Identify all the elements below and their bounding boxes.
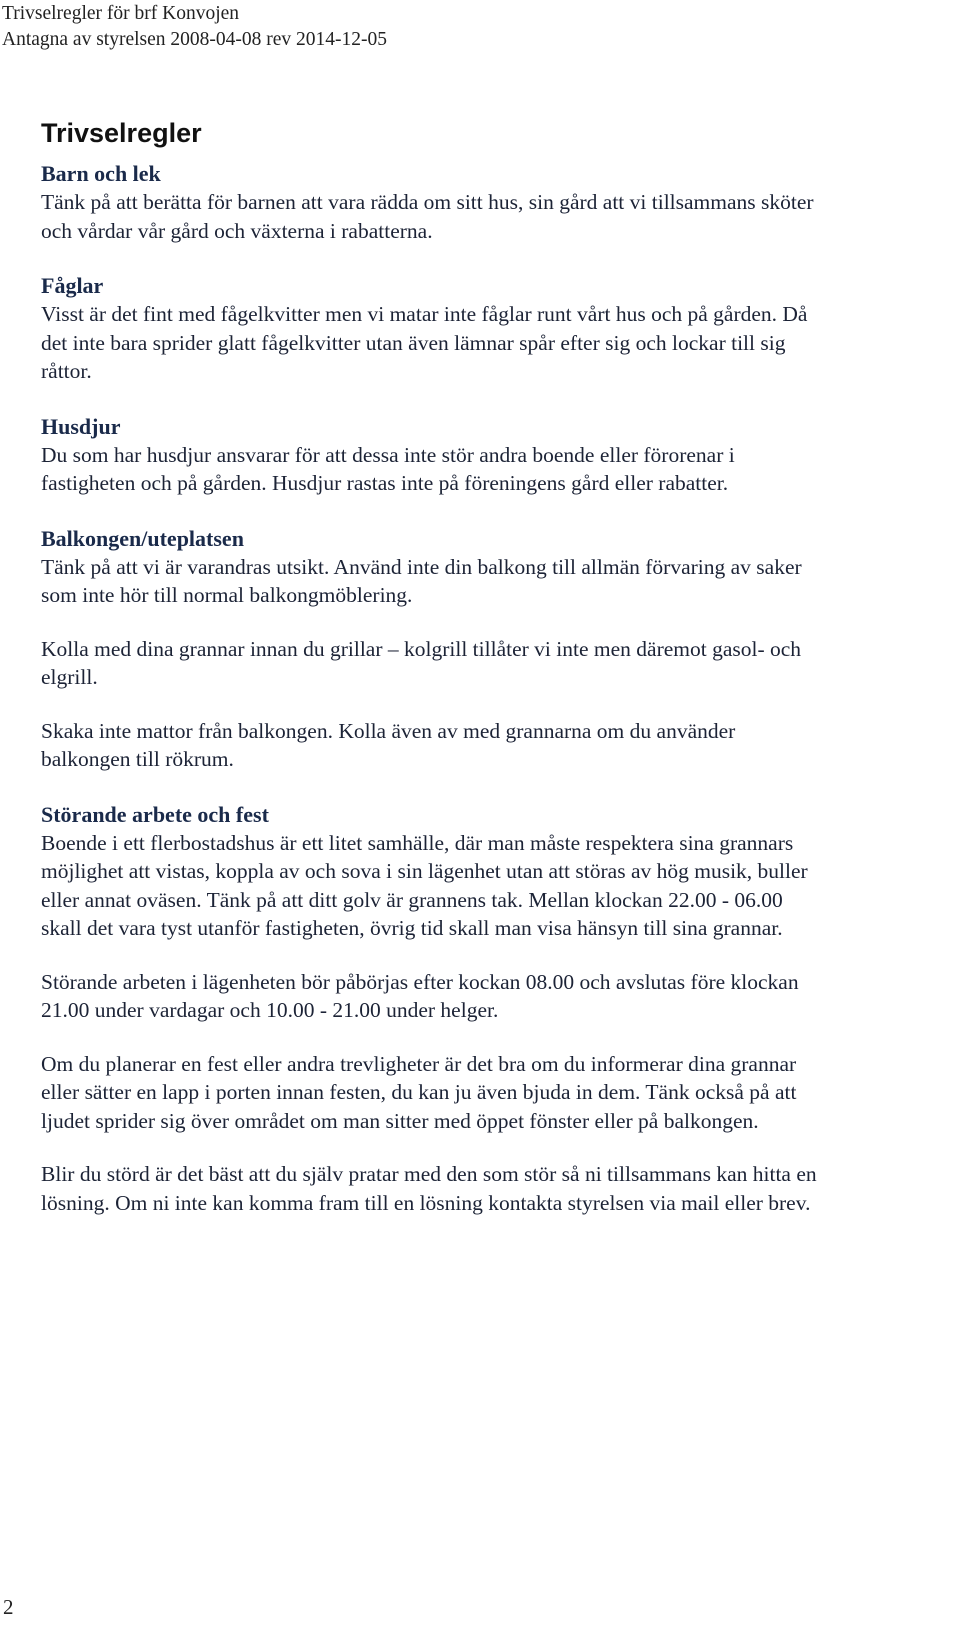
text-line: Visst är det fint med fågelkvitter men vi matar inte fåglar runt vårt hus och på gården. Då <box>41 302 808 326</box>
paragraph <box>41 829 941 943</box>
text-line: Störande arbeten i lägenheten bör påbörjas efter kockan 08.00 och avslutas före klockan <box>41 969 799 994</box>
text-line: Blir du störd är det bäst att du själv pratar med den som stör så ni tillsammans kan hitta en <box>41 1162 817 1186</box>
paragraph <box>41 717 941 774</box>
text-line: Skaka inte mattor från balkongen. Kolla även av med grannarna om du använder <box>41 718 736 743</box>
text-line: och vårdar vår gård och växterna i rabatterna. <box>41 218 433 243</box>
text-line: Kolla med dina grannar innan du grillar – kolgrill tillåter vi inte men däremot gasol- och <box>41 636 802 661</box>
paragraph <box>41 441 941 498</box>
page-number: 2 <box>3 1595 14 1619</box>
document-title: Trivselregler <box>41 118 202 148</box>
paragraph <box>41 553 941 610</box>
text-line: eller annat oväsen. Tänk på att ditt golv är grannens tak. Mellan klockan 22.00 - 06.00 <box>41 887 783 912</box>
section-heading: Balkongen/uteplatsen <box>41 525 244 551</box>
text-line: skall det vara tyst utanför fastigheten, övrig tid skall man visa hänsyn till sina grannar. <box>41 916 783 940</box>
page-header <box>2 1 387 53</box>
paragraph <box>41 188 941 245</box>
text-line: Boende i ett flerbostadshus är ett litet samhälle, där man måste respektera sina grannars <box>41 830 794 855</box>
section-heading: Störande arbete och fest <box>41 801 269 827</box>
text-line: 21.00 under vardagar och 10.00 - 21.00 under helger. <box>41 998 499 1022</box>
text-line: elgrill. <box>41 665 98 689</box>
section-heading: Barn och lek <box>41 161 161 186</box>
section-faglar <box>41 272 941 386</box>
paragraph <box>41 968 941 1025</box>
text-line: råttor. <box>41 359 92 383</box>
text-line: ljudet sprider sig över området om man sitter med öppet fönster eller på balkongen. <box>41 1108 759 1133</box>
text-line: fastigheten och på gården. Husdjur rastas inte på föreningens gård eller rabatter. <box>41 471 729 495</box>
paragraph <box>41 1050 941 1136</box>
text-line: lösning. Om ni inte kan komma fram till en lösning kontakta styrelsen via mail eller brev. <box>41 1190 811 1215</box>
paragraph <box>41 635 941 692</box>
paragraph <box>41 300 941 386</box>
text-line: det inte bara sprider glatt fågelkvitter utan även lämnar spår efter sig och lockar till sig <box>41 330 786 355</box>
section-barn-och-lek <box>41 160 941 245</box>
text-line: balkongen till rökrum. <box>41 747 234 771</box>
text-line: Tänk på att berätta för barnen att vara rädda om sitt hus, sin gård att vi tillsammans sköter <box>41 190 814 214</box>
text-line: Tänk på att vi är varandras utsikt. Använd inte din balkong till allmän förvaring av saker <box>41 554 802 579</box>
section-heading: Fåglar <box>41 273 104 298</box>
text-line: Om du planerar en fest eller andra trevligheter är det bra om du informerar dina grannar <box>41 1051 797 1076</box>
section-husdjur <box>41 413 941 498</box>
header-revision: Antagna av styrelsen 2008-04-08 rev 2014-12-05 <box>2 29 388 50</box>
paragraph <box>41 1160 941 1217</box>
document-body <box>41 116 941 1217</box>
text-line: som inte hör till normal balkongmöblering. <box>41 583 413 607</box>
section-balkongen <box>41 525 941 774</box>
text-line: Du som har husdjur ansvarar för att dessa inte stör andra boende eller förorenar i <box>41 442 735 467</box>
section-storande-arbete <box>41 801 941 1218</box>
header-title: Trivselregler för brf Konvojen <box>2 3 240 24</box>
text-line: möjlighet att vistas, koppla av och sova i sin lägenhet utan att störas av hög musik, buller <box>41 859 808 883</box>
text-line: eller sätter en lapp i porten innan festen, du kan ju även bjuda in dem. Tänk också på att <box>41 1080 797 1104</box>
section-heading: Husdjur <box>41 413 121 439</box>
